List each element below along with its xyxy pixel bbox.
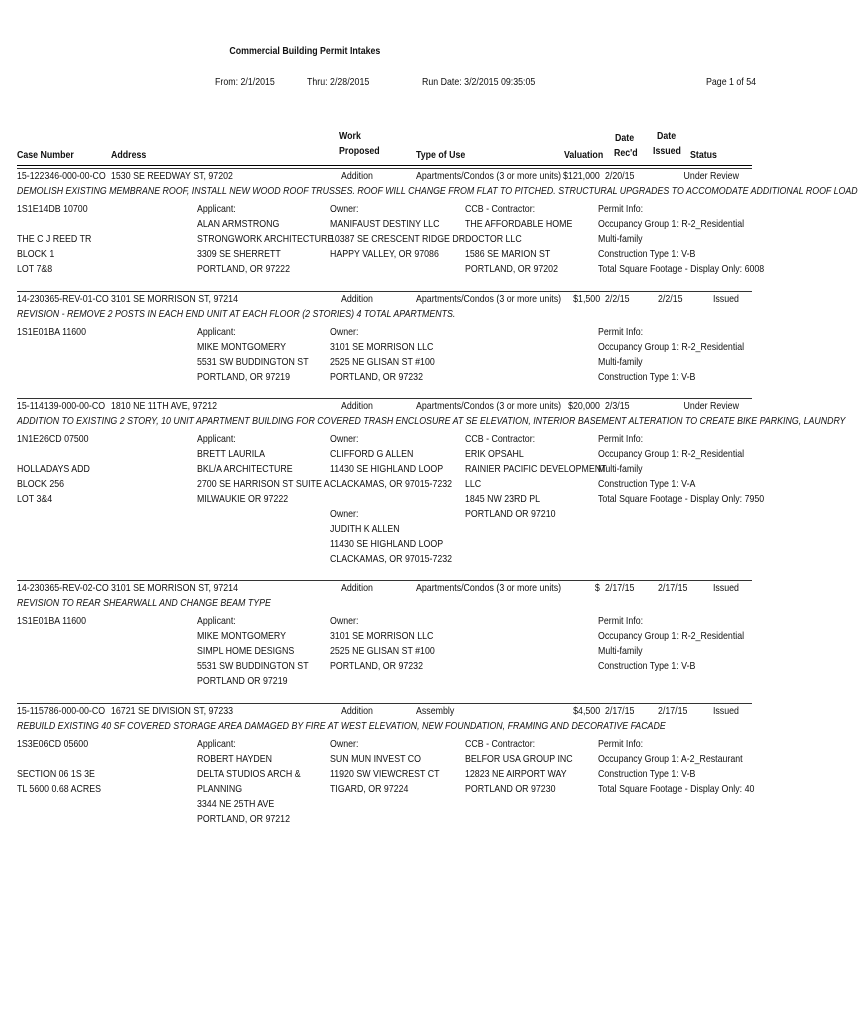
owner-info: 2525 NE GLISAN ST #100: [330, 356, 435, 368]
contractor-info: BELFOR USA GROUP INC: [465, 753, 573, 765]
applicant-info: MILWAUKIE OR 97222: [197, 493, 289, 505]
owner-info: Owner:: [330, 433, 359, 445]
col-header-status: Status: [690, 149, 717, 161]
case-number: 15-114139-000-00-CO: [17, 400, 106, 412]
permit-info: Permit Info:: [598, 326, 644, 338]
contractor-info: RAINIER PACIFIC DEVELOPMENT: [465, 463, 607, 475]
applicant-info: PORTLAND, OR 97222: [197, 263, 290, 275]
applicant-info: Applicant:: [197, 738, 236, 750]
applicant-info: PORTLAND OR 97219: [197, 675, 288, 687]
permit-info: Occupancy Group 1: R-2_Residential: [598, 218, 745, 230]
permit-info: Total Square Footage - Display Only: 6008: [598, 263, 765, 275]
parcel-info: 1S3E06CD 05600: [17, 738, 89, 750]
applicant-info: ALAN ARMSTRONG: [197, 218, 280, 230]
col-header-date-recd-line1: Date: [615, 132, 635, 144]
status: Under Review: [683, 400, 739, 412]
contractor-info: 1586 SE MARION ST: [465, 248, 551, 260]
permit-info: Construction Type 1: V-A: [598, 478, 696, 490]
address: 1530 SE REEDWAY ST, 97202: [111, 170, 233, 182]
address: 3101 SE MORRISON ST, 97214: [111, 582, 238, 594]
col-header-work-line2: Proposed: [339, 145, 380, 157]
date-received: 2/2/15: [605, 293, 630, 305]
applicant-info: Applicant:: [197, 615, 236, 627]
applicant-info: 5531 SW BUDDINGTON ST: [197, 660, 309, 672]
owner-info: 3101 SE MORRISON LLC: [330, 630, 434, 642]
report-thru-date: Thru: 2/28/2015: [307, 76, 370, 88]
col-header-case-number: Case Number: [17, 149, 74, 161]
contractor-info: CCB - Contractor:: [465, 433, 536, 445]
report-from-date: From: 2/1/2015: [215, 76, 275, 88]
parcel-info: BLOCK 256: [17, 478, 65, 490]
status: Under Review: [683, 170, 739, 182]
report-page-number: Page 1 of 54: [706, 76, 757, 88]
contractor-info: PORTLAND, OR 97202: [465, 263, 558, 275]
col-header-date-issued-line2: Issued: [653, 145, 681, 157]
parcel-info: BLOCK 1: [17, 248, 55, 260]
applicant-info: MIKE MONTGOMERY: [197, 630, 287, 642]
record-separator: [17, 291, 752, 292]
contractor-info: DOCTOR LLC: [465, 233, 522, 245]
type-of-use: Apartments/Condos (3 or more units): [416, 400, 562, 412]
col-header-work-line1: Work: [339, 130, 361, 142]
date-received: 2/3/15: [605, 400, 630, 412]
applicant-info: PORTLAND, OR 97219: [197, 371, 290, 383]
permit-info: Construction Type 1: V-B: [598, 660, 696, 672]
record-separator: [17, 168, 752, 169]
type-of-use: Apartments/Condos (3 or more units): [416, 582, 562, 594]
permit-info: Construction Type 1: V-B: [598, 768, 696, 780]
applicant-info: MIKE MONTGOMERY: [197, 341, 287, 353]
col-header-address: Address: [111, 149, 147, 161]
parcel-info: TL 5600 0.68 ACRES: [17, 783, 102, 795]
contractor-info: LLC: [465, 478, 482, 490]
parcel-info: HOLLADAYS ADD: [17, 463, 90, 475]
permit-info: Occupancy Group 1: R-2_Residential: [598, 448, 745, 460]
permit-info: Occupancy Group 1: R-2_Residential: [598, 630, 745, 642]
applicant-info: Applicant:: [197, 433, 236, 445]
col-header-type-of-use: Type of Use: [416, 149, 466, 161]
work-proposed: Addition: [341, 293, 373, 305]
col-header-date-recd-line2: Rec'd: [614, 147, 638, 159]
record-separator: [17, 703, 752, 704]
work-description: REVISION - REMOVE 2 POSTS IN EACH END UNIT AT EACH FLOOR (2 STORIES) 4 TOTAL APARTMENTS.: [17, 308, 456, 320]
address: 16721 SE DIVISION ST, 97233: [111, 705, 234, 717]
permit-info: Total Square Footage - Display Only: 40: [598, 783, 755, 795]
work-description: REBUILD EXISTING 40 SF COVERED STORAGE AREA DAMAGED BY FIRE AT WEST ELEVATION, NEW FOUNDATION, FRAMING AND DECORATIVE FACADE: [17, 720, 666, 732]
applicant-info: PLANNING: [197, 783, 243, 795]
contractor-info: THE AFFORDABLE HOME: [465, 218, 573, 230]
permit-info: Permit Info:: [598, 615, 644, 627]
col-header-valuation: Valuation: [564, 149, 604, 161]
owner-info: 11920 SW VIEWCREST CT: [330, 768, 440, 780]
report-title: Commercial Building Permit Intakes: [229, 45, 381, 57]
date-issued: 2/17/15: [658, 705, 688, 717]
date-received: 2/20/15: [605, 170, 635, 182]
parcel-info: LOT 3&4: [17, 493, 53, 505]
applicant-info: DELTA STUDIOS ARCH &: [197, 768, 301, 780]
header-rule: [17, 165, 752, 166]
permit-info: Multi-family: [598, 356, 643, 368]
parcel-info: 1S1E01BA 11600: [17, 615, 86, 627]
contractor-info: ERIK OPSAHL: [465, 448, 524, 460]
owner-info: CLACKAMAS, OR 97015-7232: [330, 553, 453, 565]
work-proposed: Addition: [341, 582, 373, 594]
contractor-info: CCB - Contractor:: [465, 738, 536, 750]
applicant-info: STRONGWORK ARCHITECTURE: [197, 233, 334, 245]
valuation: $121,000: [563, 170, 600, 182]
owner-info: Owner:: [330, 738, 359, 750]
applicant-info: Applicant:: [197, 203, 236, 215]
work-proposed: Addition: [341, 400, 373, 412]
permit-info: Multi-family: [598, 233, 643, 245]
contractor-info: PORTLAND OR 97230: [465, 783, 556, 795]
owner-info: 11430 SE HIGHLAND LOOP: [330, 463, 444, 475]
date-issued: 2/17/15: [658, 582, 688, 594]
type-of-use: Apartments/Condos (3 or more units): [416, 170, 562, 182]
owner-info: Owner:: [330, 508, 359, 520]
valuation: $4,500: [573, 705, 600, 717]
owner-info: SUN MUN INVEST CO: [330, 753, 421, 765]
valuation: $20,000: [568, 400, 600, 412]
record-separator: [17, 398, 752, 399]
case-number: 15-122346-000-00-CO: [17, 170, 106, 182]
parcel-info: 1S1E14DB 10700: [17, 203, 88, 215]
permit-info: Total Square Footage - Display Only: 7950: [598, 493, 765, 505]
parcel-info: LOT 7&8: [17, 263, 53, 275]
permit-info: Occupancy Group 1: A-2_Restaurant: [598, 753, 743, 765]
owner-info: 10387 SE CRESCENT RIDGE DR: [330, 233, 466, 245]
valuation: $: [595, 582, 600, 594]
date-received: 2/17/15: [605, 582, 635, 594]
permit-info: Construction Type 1: V-B: [598, 371, 696, 383]
work-proposed: Addition: [341, 705, 373, 717]
status: Issued: [713, 705, 739, 717]
applicant-info: BKL/A ARCHITECTURE: [197, 463, 293, 475]
applicant-info: PORTLAND, OR 97212: [197, 813, 290, 825]
type-of-use: Assembly: [416, 705, 455, 717]
case-number: 15-115786-000-00-CO: [17, 705, 106, 717]
work-description: ADDITION TO EXISTING 2 STORY, 10 UNIT APARTMENT BUILDING FOR COVERED TRASH ENCLOSURE AT SE ELEVATION, INTERIOR BASEMENT ALTERATION TO CREATE BIKE PARKING, LAUNDRY: [17, 415, 846, 427]
applicant-info: 5531 SW BUDDINGTON ST: [197, 356, 309, 368]
contractor-info: PORTLAND OR 97210: [465, 508, 556, 520]
owner-info: JUDITH K ALLEN: [330, 523, 400, 535]
contractor-info: CCB - Contractor:: [465, 203, 536, 215]
record-separator: [17, 580, 752, 581]
owner-info: Owner:: [330, 615, 359, 627]
case-number: 14-230365-REV-02-CO: [17, 582, 109, 594]
report-run-date: Run Date: 3/2/2015 09:35:05: [422, 76, 536, 88]
parcel-info: 1S1E01BA 11600: [17, 326, 86, 338]
owner-info: TIGARD, OR 97224: [330, 783, 409, 795]
owner-info: MANIFAUST DESTINY LLC: [330, 218, 440, 230]
status: Issued: [713, 293, 739, 305]
owner-info: HAPPY VALLEY, OR 97086: [330, 248, 439, 260]
address: 1810 NE 11TH AVE, 97212: [111, 400, 218, 412]
contractor-info: 1845 NW 23RD PL: [465, 493, 541, 505]
applicant-info: BRETT LAURILA: [197, 448, 265, 460]
owner-info: PORTLAND, OR 97232: [330, 660, 423, 672]
permit-info: Permit Info:: [598, 738, 644, 750]
owner-info: Owner:: [330, 326, 359, 338]
valuation: $1,500: [573, 293, 600, 305]
work-proposed: Addition: [341, 170, 373, 182]
permit-info: Occupancy Group 1: R-2_Residential: [598, 341, 745, 353]
case-number: 14-230365-REV-01-CO: [17, 293, 109, 305]
applicant-info: 2700 SE HARRISON ST SUITE A: [197, 478, 330, 490]
permit-info: Multi-family: [598, 463, 643, 475]
applicant-info: 3344 NE 25TH AVE: [197, 798, 275, 810]
applicant-info: SIMPL HOME DESIGNS: [197, 645, 295, 657]
address: 3101 SE MORRISON ST, 97214: [111, 293, 238, 305]
owner-info: CLIFFORD G ALLEN: [330, 448, 414, 460]
work-description: REVISION TO REAR SHEARWALL AND CHANGE BEAM TYPE: [17, 597, 271, 609]
owner-info: CLACKAMAS, OR 97015-7232: [330, 478, 453, 490]
permit-info: Multi-family: [598, 645, 643, 657]
permit-info: Construction Type 1: V-B: [598, 248, 696, 260]
applicant-info: Applicant:: [197, 326, 236, 338]
parcel-info: THE C J REED TR: [17, 233, 92, 245]
col-header-date-issued-line1: Date: [657, 130, 677, 142]
date-issued: 2/2/15: [658, 293, 683, 305]
type-of-use: Apartments/Condos (3 or more units): [416, 293, 562, 305]
contractor-info: 12823 NE AIRPORT WAY: [465, 768, 567, 780]
applicant-info: 3309 SE SHERRETT: [197, 248, 281, 260]
date-received: 2/17/15: [605, 705, 635, 717]
owner-info: 11430 SE HIGHLAND LOOP: [330, 538, 444, 550]
owner-info: Owner:: [330, 203, 359, 215]
parcel-info: SECTION 06 1S 3E: [17, 768, 95, 780]
owner-info: 2525 NE GLISAN ST #100: [330, 645, 435, 657]
owner-info: 3101 SE MORRISON LLC: [330, 341, 434, 353]
status: Issued: [713, 582, 739, 594]
owner-info: PORTLAND, OR 97232: [330, 371, 423, 383]
permit-info: Permit Info:: [598, 203, 644, 215]
parcel-info: 1N1E26CD 07500: [17, 433, 89, 445]
applicant-info: ROBERT HAYDEN: [197, 753, 272, 765]
permit-info: Permit Info:: [598, 433, 644, 445]
work-description: DEMOLISH EXISTING MEMBRANE ROOF, INSTALL NEW WOOD ROOF TRUSSES. ROOF WILL CHANGE FROM FLAT TO PITCHED. STRUCTURAL UPGRADES TO ACCOMODATE ADDITIONAL ROOF LOAD: [17, 185, 858, 197]
